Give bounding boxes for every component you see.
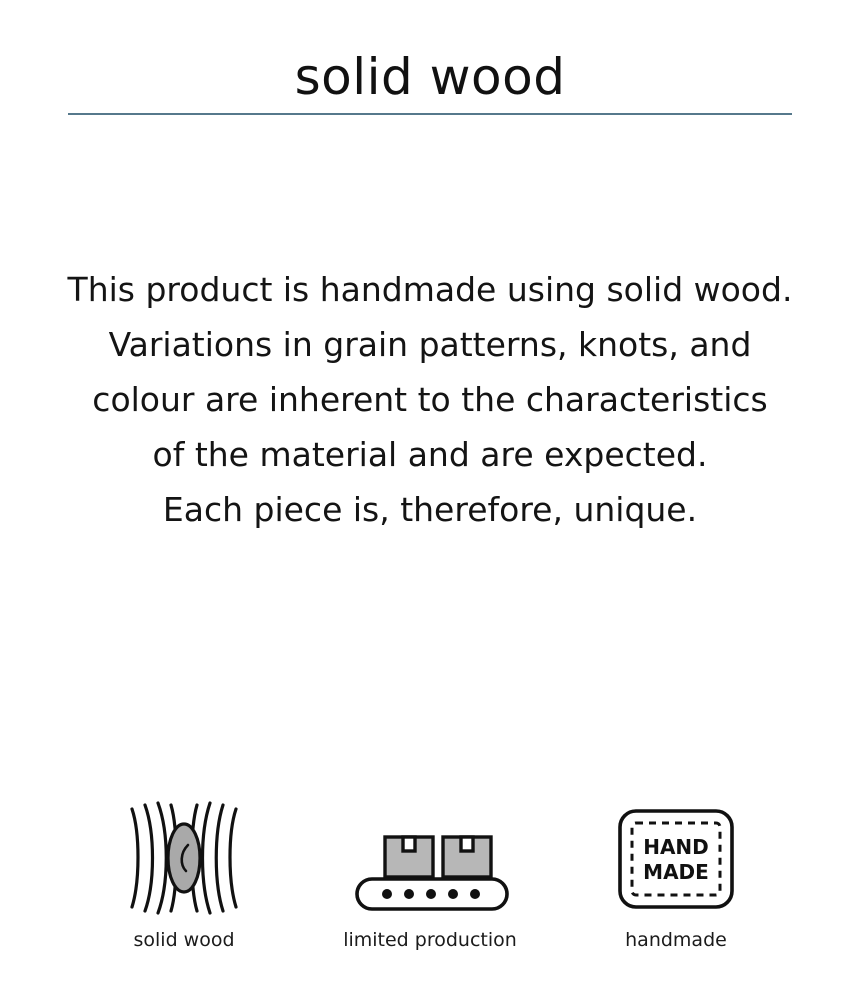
feature-label-solid-wood: solid wood [133, 929, 235, 951]
feature-icon-row [0, 795, 860, 952]
conveyor-boxes-icon [343, 795, 518, 920]
page-title: solid wood [294, 47, 566, 106]
body-line-5: Each piece is, therefore, unique. [162, 490, 698, 529]
body-line-4: of the material and are expected. [152, 435, 708, 474]
title-divider [68, 113, 792, 115]
feature-solid-wood [61, 795, 307, 952]
feature-label-handmade: handmade [625, 929, 727, 951]
body-line-1: This product is handmade using solid wood. [67, 270, 793, 309]
body-line-3: colour are inherent to the characteristics [92, 380, 768, 419]
feature-label-limited-production: limited production [343, 929, 517, 951]
feature-handmade [553, 795, 799, 952]
stamp-line-1: HAND [643, 834, 709, 859]
wood-grain-icon [126, 795, 242, 920]
body-paragraph [20, 262, 840, 537]
feature-limited-production [307, 795, 553, 952]
body-line-2: Variations in grain patterns, knots, and [108, 325, 752, 364]
handmade-stamp-icon [607, 795, 745, 920]
stamp-line-2: MADE [643, 859, 709, 884]
